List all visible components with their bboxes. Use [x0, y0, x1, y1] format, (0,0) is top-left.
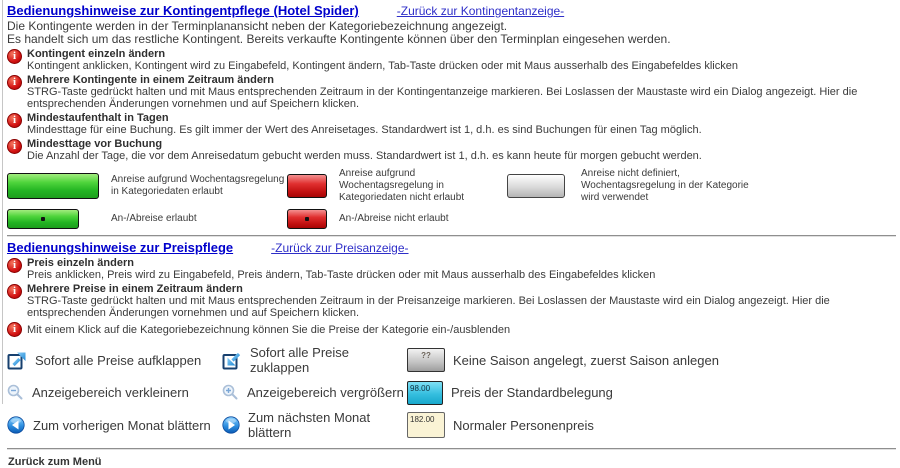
help-item — [7, 283, 896, 319]
footer-divider — [7, 448, 896, 449]
legend-item — [222, 410, 407, 440]
back-to-kontingentanzeige-link[interactable]: -Zurück zur Kontingentanzeige- — [396, 4, 565, 18]
info-icon — [7, 139, 22, 154]
legend-label: Zum vorherigen Monat blättern — [33, 417, 211, 433]
legend-label: Keine Saison angelegt, zuerst Saison anlegen — [453, 352, 719, 368]
zoom-out-icon — [7, 384, 24, 401]
legend-item — [7, 209, 287, 229]
zoom-in-icon — [222, 384, 239, 401]
legend-label: Normaler Personenpreis — [453, 417, 594, 433]
info-icon — [7, 113, 22, 128]
help-item-text: Mit einem Klick auf die Kategoriebezeichnung können Sie die Preise der Kategorie ein-/ausblenden — [27, 324, 511, 336]
legend-item — [407, 379, 896, 406]
legend-label: Anreise aufgrund Wochentagsregelung in Kategoriedaten erlaubt — [111, 174, 285, 197]
kontingent-header — [7, 3, 896, 18]
standard-price-cell — [407, 381, 443, 405]
kontingent-intro — [7, 20, 896, 46]
help-item — [7, 138, 896, 162]
help-item-title: Mehrere Kontingente in einem Zeitraum ändern — [27, 74, 274, 86]
preis-header — [7, 240, 896, 255]
availability-legend — [7, 168, 896, 229]
person-price-cell — [407, 412, 445, 438]
legend-item — [222, 379, 407, 406]
help-item — [7, 112, 896, 136]
checkinout-allowed-swatch — [7, 209, 79, 229]
info-icon — [7, 258, 22, 273]
legend-label: Anreise aufgrund Wochentagsregelung in Kategoriedaten nicht erlaubt — [339, 168, 465, 203]
help-item-text: Die Anzahl der Tage, die vor dem Anreisedatum gebucht werden muss. Standardwert ist 1, d.h. es kann heute für morgen gebucht werden. — [27, 150, 702, 162]
legend-item — [407, 410, 896, 440]
info-icon — [7, 322, 22, 337]
info-icon — [7, 75, 22, 90]
legend-label: Sofort alle Preise zuklappen — [250, 345, 349, 375]
help-item-title: Kontingent einzeln ändern — [27, 48, 166, 60]
help-item — [7, 74, 896, 110]
help-item-text: Kontingent anklicken, Kontingent wird zu Eingabefeld, Kontingent ändern, Tab-Taste drücken oder mit Maus ausserhalb des Eingabefeldes klicken — [27, 60, 738, 72]
intro-line: Es handelt sich um das restliche Kontingent. Bereits verkaufte Kontingente können über den Terminplan eingesehen werden. — [7, 32, 671, 46]
help-item-text: Mindesttage für eine Buchung. Es gilt immer der Wert des Anreisetages. Standardwert ist 1, d.h. es sind Buchungen für einen Tag möglich. — [27, 124, 702, 136]
cell-value: 182.00 — [410, 415, 435, 424]
legend-label: Preis der Standardbelegung — [451, 385, 613, 400]
kontingent-title: Bedienungshinweise zur Kontingentpflege (Hotel Spider) — [7, 3, 359, 18]
help-item-title: Mehrere Preise in einem Zeitraum ändern — [27, 283, 243, 295]
next-month-icon — [222, 416, 240, 434]
help-item — [7, 257, 896, 281]
dot-marker — [305, 217, 309, 221]
help-item-text: Preis anklicken, Preis wird zu Eingabefeld, Preis ändern, Tab-Taste drücken oder mit Maus ausserhalb des Eingabefeldes klicken — [27, 269, 656, 281]
legend-label: Zum nächsten Monat blättern — [248, 410, 371, 440]
cell-value: 98.00 — [410, 383, 431, 393]
dot-marker — [41, 217, 45, 221]
legend-item — [7, 168, 287, 204]
arrival-undefined-swatch — [507, 174, 565, 198]
legend-item — [7, 379, 222, 406]
expand-all-icon — [7, 350, 27, 370]
legend-item — [287, 209, 507, 229]
back-to-menu-link[interactable]: Zurück zum Menü — [8, 456, 102, 468]
price-icon-legend — [7, 345, 896, 440]
legend-label: Anzeigebereich verkleinern — [32, 385, 189, 400]
cell-value: ?? — [421, 351, 431, 360]
arrival-not-allowed-swatch — [287, 174, 327, 198]
help-item — [7, 321, 896, 337]
legend-item — [7, 410, 222, 440]
info-icon — [7, 49, 22, 64]
kontingent-section — [7, 3, 896, 229]
arrival-allowed-swatch — [7, 173, 99, 199]
help-item — [7, 48, 896, 72]
left-border-line — [2, 0, 3, 404]
season-missing-cell — [407, 348, 445, 372]
legend-label: Anreise nicht definiert, Wochentagsregelung in der Kategorie wird verwendet — [581, 168, 749, 203]
help-item-title: Mindesttage vor Buchung — [27, 138, 163, 150]
legend-item — [7, 345, 222, 375]
intro-line: Die Kontingente werden in der Terminplanansicht neben der Kategoriebezeichnung angezeigt. — [7, 19, 508, 33]
preis-section — [7, 240, 896, 440]
help-item-text: STRG-Taste gedrückt halten und mit Maus entsprechenden Zeitraum in der Kontingentanzeige markieren. Bei Loslassen der Maustaste wird ein Dialog angezeigt. Hier die entsprechenden Änderungen vornehmen und auf Speichern klicken. — [27, 86, 858, 110]
legend-label: An-/Abreise erlaubt — [111, 213, 197, 224]
legend-item — [507, 168, 896, 204]
legend-item — [407, 345, 896, 375]
preis-title: Bedienungshinweise zur Preispflege — [7, 240, 234, 255]
checkinout-not-allowed-swatch — [287, 209, 327, 229]
help-item-title: Mindestaufenthalt in Tagen — [27, 112, 169, 124]
legend-label: Sofort alle Preise aufklappen — [35, 352, 202, 368]
help-item-text: STRG-Taste gedrückt halten und mit Maus entsprechenden Zeitraum in der Preisanzeige markieren. Bei Loslassen der Maustaste wird ein Dialog angezeigt. Hier die entsprechenden Änderungen vornehmen und auf Speichern klicken. — [27, 295, 830, 319]
back-to-preisanzeige-link[interactable]: -Zurück zur Preisanzeige- — [271, 241, 409, 255]
legend-item — [287, 168, 507, 204]
collapse-all-icon — [222, 350, 242, 370]
section-divider — [7, 235, 896, 236]
info-icon — [7, 284, 22, 299]
legend-label: Anzeigebereich vergrößern — [247, 385, 404, 400]
legend-label: An-/Abreise nicht erlaubt — [339, 213, 449, 224]
prev-month-icon — [7, 416, 25, 434]
legend-item — [222, 345, 407, 375]
help-item-title: Preis einzeln ändern — [27, 257, 134, 269]
